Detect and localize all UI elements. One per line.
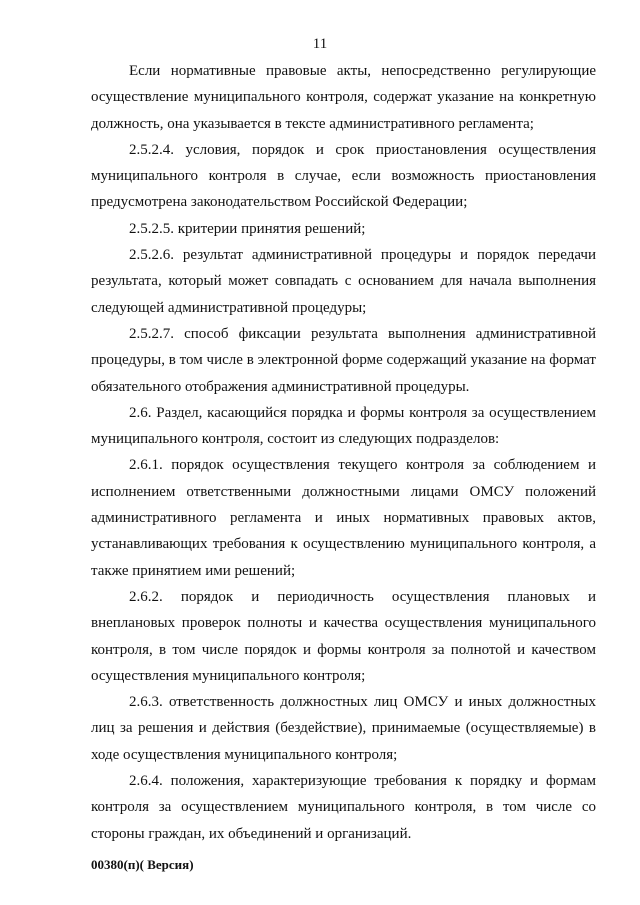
- paragraph-2-6-4: 2.6.4. положения, характеризующие требования к порядку и формам контроля за осуществлением муниципального контроля, в том числе со стороны граждан, их объединений и организаций.: [91, 773, 596, 842]
- paragraph-official-position: Если нормативные правовые акты, непосредственно регулирующие осуществление муниципального контроля, содержат указание на конкретную должность, она указывается в тексте административного регламента;: [91, 63, 596, 132]
- paragraph-2-5-2-4: 2.5.2.4. условия, порядок и срок приостановления осуществления муниципального контроля в случае, если возможность приостановления предусмотрена законодательством Российской Федерации;: [91, 141, 596, 211]
- paragraph-2-6-1: 2.6.1. порядок осуществления текущего контроля за соблюдением и исполнением ответственными должностными лицами ОМСУ положений административного регламента и иных нормативных правовых актов, устанавливающих требования к осуществлению муниципального контроля, а также принятием ими решений;: [91, 457, 596, 579]
- paragraph-2-5-2-6: 2.5.2.6. результат административной процедуры и порядок передачи результата, который может совпадать с основанием для начала выполнения следующей административной процедуры;: [91, 247, 596, 316]
- paragraph-2-6-3: 2.6.3. ответственность должностных лиц ОМСУ и иных должностных лиц за решения и действия (бездействие), принимаемые (осуществляемые) в ходе осуществления муниципального контроля;: [91, 694, 596, 763]
- paragraph-2-6: 2.6. Раздел, касающийся порядка и формы контроля за осуществлением муниципального контроля, состоит из следующих подразделов:: [91, 404, 596, 448]
- document-footer-code: 00380(п)( Версия): [91, 857, 194, 872]
- document-body: [91, 58, 596, 847]
- page-number: 11: [312, 36, 328, 52]
- paragraph-2-5-2-7: 2.5.2.7. способ фиксации результата выполнения административной процедуры, в том числе в электронной форме содержащий указание на формат обязательного отображения административной процедуры.: [91, 325, 596, 395]
- paragraph-2-5-2-5: 2.5.2.5. критерии принятия решений;: [129, 220, 366, 237]
- paragraph-2-6-2: 2.6.2. порядок и периодичность осуществления плановых и внеплановых проверок полноты и качества осуществления муниципального контроля, в том числе порядок и формы контроля за полнотой и качеством осуществления муниципального контроля;: [91, 588, 596, 684]
